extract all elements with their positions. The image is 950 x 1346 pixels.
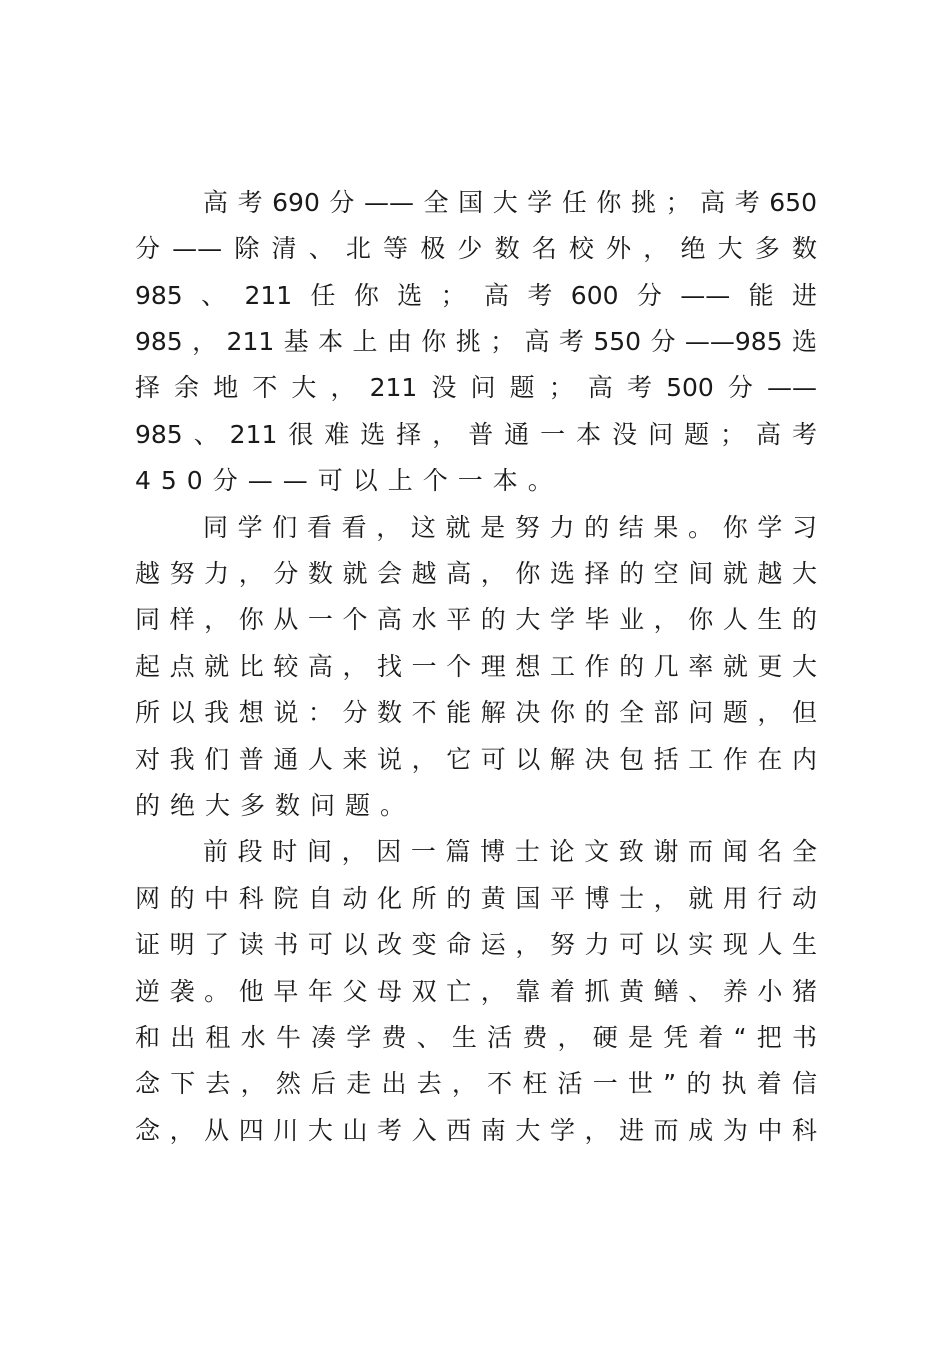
- paragraph-line: 择余地不大，211没问题；高考500分——: [135, 373, 817, 402]
- paragraph-line: 起点就比较高，找一个理想工作的几率就更大: [135, 652, 817, 681]
- paragraph-line: 念下去，然后走出去，不枉活一世”的执着信: [135, 1069, 817, 1098]
- paragraph-line: 450分——可以上个一本。: [135, 466, 563, 495]
- paragraph-line: 前段时间，因一篇博士论文致谢而闻名全: [203, 837, 817, 866]
- paragraph-line: 念，从四川大山考入西南大学，进而成为中科: [135, 1116, 817, 1145]
- paragraph-line: 985，211基本上由你挑；高考550分——985选: [135, 327, 817, 356]
- paragraph-line: 高考690分——全国大学任你挑；高考650: [203, 188, 817, 217]
- paragraph-line: 所以我想说：分数不能解决你的全部问题，但: [135, 698, 817, 727]
- paragraph-line: 越努力，分数就会越高，你选择的空间就越大: [135, 559, 817, 588]
- paragraph-line: 的绝大多数问题。: [135, 791, 416, 820]
- paragraph-line: 985、211任你选；高考600分——能进: [135, 281, 817, 310]
- paragraph-line: 同学们看看，这就是努力的结果。你学习: [203, 513, 817, 542]
- paragraph-line: 985、211很难选择，普通一本没问题；高考: [135, 420, 817, 449]
- paragraph-line: 逆袭。他早年父母双亡，靠着抓黄鳝、养小猪: [135, 977, 817, 1006]
- paragraph-line: 同样，你从一个高水平的大学毕业，你人生的: [135, 605, 817, 634]
- paragraph-line: 对我们普通人来说，它可以解决包括工作在内: [135, 745, 817, 774]
- paragraph-line: 网的中科院自动化所的黄国平博士，就用行动: [135, 884, 817, 913]
- paragraph-line: 证明了读书可以改变命运，努力可以实现人生: [135, 930, 817, 959]
- paragraph-line: 分——除清、北等极少数名校外，绝大多数: [135, 234, 817, 263]
- paragraph-line: 和出租水牛凑学费、生活费，硬是凭着“把书: [135, 1023, 817, 1052]
